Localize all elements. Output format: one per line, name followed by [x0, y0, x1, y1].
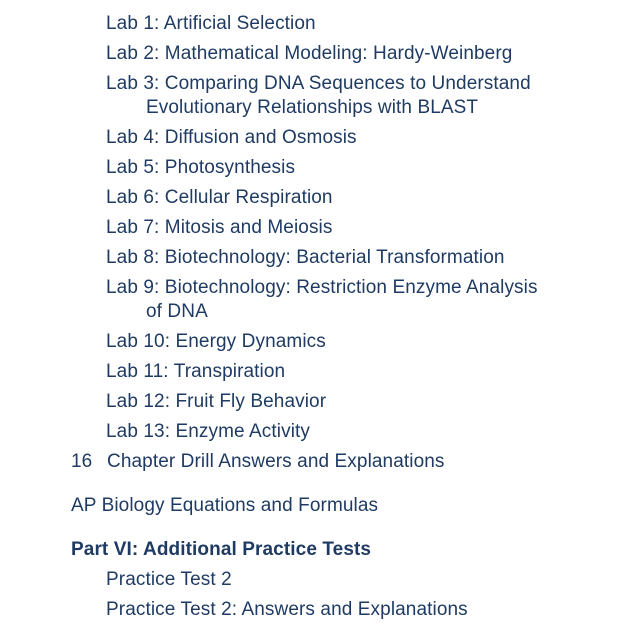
- chapter-number: 16: [71, 451, 93, 472]
- toc-entry-lab-9[interactable]: Lab 9: Biotechnology: Restriction Enzyme Analysis: [106, 277, 538, 298]
- toc-entry-practice-test-2[interactable]: Practice Test 2: [106, 569, 232, 590]
- toc-entry-lab-4[interactable]: Lab 4: Diffusion and Osmosis: [106, 127, 357, 148]
- toc-entry-practice-test-2-answers[interactable]: Practice Test 2: Answers and Explanations: [106, 599, 468, 620]
- toc-entry-equations[interactable]: AP Biology Equations and Formulas: [71, 495, 379, 516]
- toc-entry-lab-3[interactable]: Lab 3: Comparing DNA Sequences to Understand: [106, 73, 531, 94]
- toc-entry-lab-11[interactable]: Lab 11: Transpiration: [106, 361, 286, 382]
- toc-entry-lab-13[interactable]: Lab 13: Enzyme Activity: [106, 421, 311, 442]
- toc-entry-lab-2[interactable]: Lab 2: Mathematical Modeling: Hardy-Weinberg: [106, 43, 513, 64]
- toc-entry-lab-1[interactable]: Lab 1: Artificial Selection: [106, 13, 316, 34]
- toc-part-heading[interactable]: Part VI: Additional Practice Tests: [71, 539, 372, 560]
- toc-entry-lab-10[interactable]: Lab 10: Energy Dynamics: [106, 331, 326, 352]
- toc-entry-lab-8[interactable]: Lab 8: Biotechnology: Bacterial Transformation: [106, 247, 505, 268]
- toc-entry-lab-12[interactable]: Lab 12: Fruit Fly Behavior: [106, 391, 327, 412]
- chapter-title: Chapter Drill Answers and Explanations: [107, 451, 445, 472]
- toc-entry-lab-3-continuation[interactable]: Evolutionary Relationships with BLAST: [146, 97, 479, 118]
- toc-entry-lab-6[interactable]: Lab 6: Cellular Respiration: [106, 187, 333, 208]
- toc-entry-lab-7[interactable]: Lab 7: Mitosis and Meiosis: [106, 217, 333, 238]
- toc-entry-chapter-16[interactable]: [71, 450, 445, 474]
- toc-entry-lab-5[interactable]: Lab 5: Photosynthesis: [106, 157, 296, 178]
- toc-entry-lab-9-continuation[interactable]: of DNA: [146, 301, 208, 322]
